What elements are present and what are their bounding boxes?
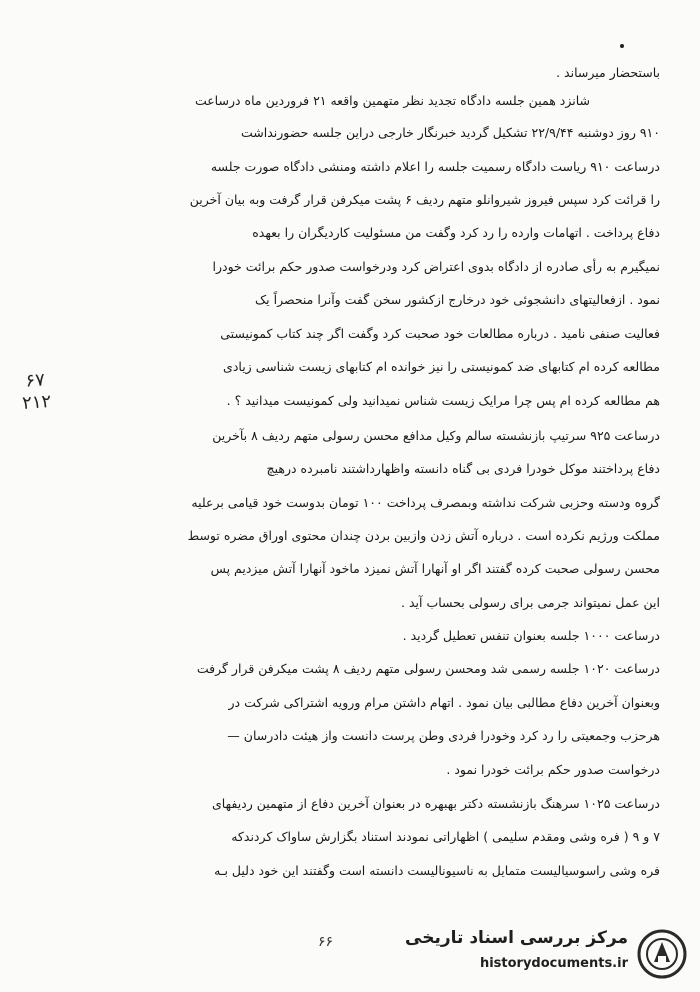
watermark — [405, 922, 692, 984]
handwritten-margin-note: ۶۷ ۲۱۲ — [21, 369, 52, 414]
document-line: وبعنوان آخرین دفاع مطالبی بیان نمود . اتهام داشتن مرام ورویه اشتراکی شرکت در — [228, 695, 660, 710]
document-line: درساعت ۱۰۲۵ سرهنگ بازنشسته دکتر بهبهره در بعنوان آخرین دفاع از متهمین ردیفهای — [212, 796, 660, 811]
document-line: دفاع پرداختند موکل خودرا فردی بی گناه دانسته واظهارداشتند نامبرده درهیچ — [266, 461, 660, 476]
document-line: فره وشی راسوسیالیست متمایل به ناسیونالیست دانسته است وگفتند این خود دلیل بـه — [214, 863, 660, 878]
document-line: ۹۱۰ روز دوشنبه ۲۲/۹/۴۴ تشکیل گردید خبرنگار خارجی دراین جلسه حضورنداشت — [240, 125, 660, 140]
watermark-url: historydocuments.ir — [479, 956, 628, 971]
document-line: هم مطالعه کرده ام پس چرا مرایک زیست شناس نمیدانید ولی کمونیست میدانید ؟ . — [226, 393, 660, 408]
document-line: باستحضار میرساند . — [556, 65, 660, 80]
document-line: درساعت ۱۰۲۰ جلسه رسمی شد ومحسن رسولی متهم ردیف ۸ پشت میکرفن قرار گرفت — [196, 661, 660, 676]
document-line: محسن رسولی صحبت کرده گفتند اگر او آنهارا آتش نمیزد ماخود آنهارا آتش میزدیم پس — [210, 561, 660, 576]
document-line: گروه ودسته وحزبی شرکت نداشته وبمصرف پرداخت ۱۰۰ تومان بدوست خود قیامی برعلیه — [191, 495, 660, 510]
document-line: درساعت ۹۱۰ ریاست دادگاه رسمیت جلسه را اعلام داشته ومنشی دادگاه صورت جلسه — [210, 159, 660, 174]
document-line: هرحزب وجمعیتی را رد کرد وخودرا فردی وطن پرست دانست واز هیئت دادرسان — — [227, 728, 660, 743]
document-line: این عمل نمیتواند جرمی برای رسولی بحساب آید . — [401, 595, 660, 610]
document-line: مطالعه کرده ام کتابهای ضد کمونیستی را نیز خوانده ام کتابهای زیست شناسی زیادی — [223, 359, 660, 374]
watermark-title: مرکز بررسی اسناد تاریخی — [405, 928, 628, 948]
page-number: ۶۶ — [318, 934, 334, 950]
document-line: درساعت ۱۰۰۰ جلسه بعنوان تنفس تعطیل گردید . — [402, 628, 660, 643]
document-line: فعالیت صنفی نامید . درباره مطالعات خود صحبت کرد وگفت اگر چند کتاب کمونیستی — [220, 326, 660, 341]
document-line: نمود . ازفعالیتهای دانشجوئی خود درخارج ازکشور سخن گفت وآنرا منحصراً یک — [254, 292, 660, 307]
document-line: مملکت ورژیم نکرده است . درباره آتش زدن وازبین بردن چندان محتوی اوراق مضره توسط — [187, 528, 660, 543]
document-line: شانزد همین جلسه دادگاه تجدید نظر متهمین واقعه ۲۱ فروردین ماه درساعت — [194, 93, 590, 108]
document-line: را قرائت کرد سپس فیروز شیروانلو متهم ردیف ۶ پشت میکرفن قرار گرفت وبه بیان آخرین — [189, 192, 660, 207]
document-line: درخواست صدور حکم برائت خودرا نمود . — [446, 762, 660, 777]
archive-seal-icon — [636, 928, 688, 980]
ink-dot — [620, 44, 624, 48]
document-line: درساعت ۹۲۵ سرتیپ بازنشسته سالم وکیل مدافع محسن رسولی متهم ردیف ۸ بآخرین — [212, 428, 660, 443]
document-line: دفاع پرداخت . اتهامات وارده را رد کرد وگفت من مسئولیت کاردیگران را بعهده — [252, 225, 660, 240]
document-line: ۷ و ۹ ( فره وشی ومقدم سلیمی ) اظهاراتی نمودند استناد بگزارش ساواک کردندکه — [231, 829, 660, 844]
document-line: نمیگیرم به رأی صادره از دادگاه بدوی اعتراض کرد ودرخواست صدور حکم برائت خودرا — [212, 259, 660, 274]
